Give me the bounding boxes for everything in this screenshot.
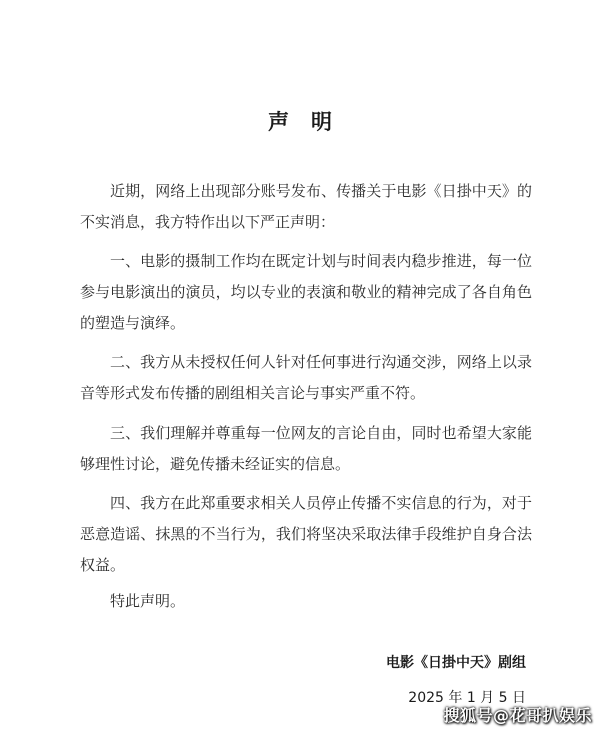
- signature: 电影《日掛中天》剧组: [386, 655, 526, 671]
- paragraph-point-1: 一、电影的摄制工作均在既定计划与时间表内稳步推进，每一位参与电影演出的演员，均以专业的表演和敬业的精神完成了各自角色的塑造与演绎。: [80, 252, 532, 332]
- paragraph-point-3: 三、我们理解并尊重每一位网友的言论自由，同时也希望大家能够理性讨论，避免传播未经证实的信息。: [80, 424, 532, 473]
- paragraph-intro: 近期，网络上出现部分账号发布、传播关于电影《日掛中天》的不实消息，我方特作出以下严正声明：: [80, 182, 532, 231]
- watermark: 搜狐号@花哥扒娱乐: [443, 706, 592, 725]
- document-title: 声明: [268, 110, 354, 134]
- closing-line: 特此声明。: [110, 592, 186, 610]
- paragraph-point-2: 二、我方从未授权任何人针对任何事进行沟通交涉，网络上以录音等形式发布传播的剧组相关言论与事实严重不符。: [80, 353, 532, 402]
- document-date: 2025 年 1 月 5 日: [408, 690, 526, 706]
- paragraph-point-4: 四、我方在此郑重要求相关人员停止传播不实信息的行为，对于恶意造谣、抹黑的不当行为，我们将坚决采取法律手段维护自身合法权益。: [80, 494, 532, 574]
